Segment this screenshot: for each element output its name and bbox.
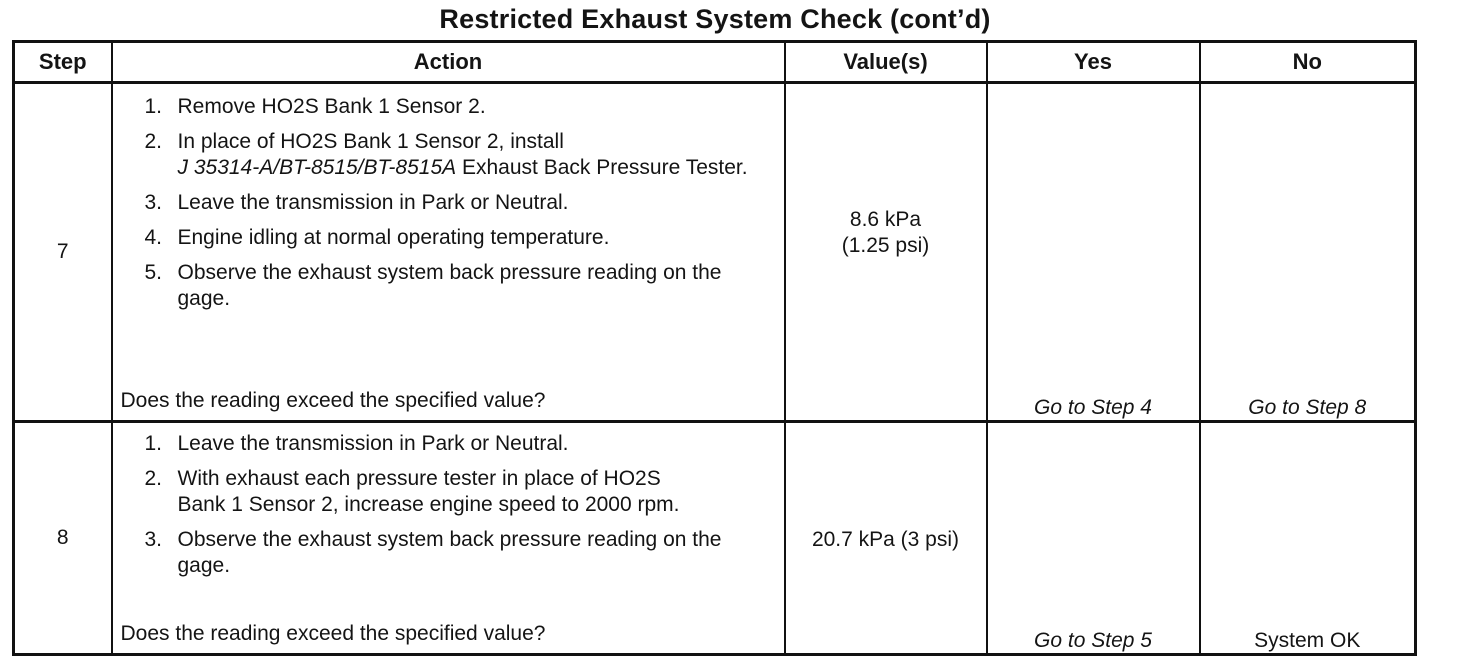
value-cell (785, 83, 987, 422)
list-item (113, 527, 784, 579)
action-list (113, 84, 784, 312)
action-question: Does the reading exceed the specified value? (120, 622, 546, 645)
value-psi: (1.25 psi) (841, 234, 930, 257)
list-item (113, 431, 784, 457)
item-text: Leave the transmission in Park or Neutral. (177, 432, 569, 455)
item-text: With exhaust each pressure tester in place of HO2S Bank 1 Sensor 2, increase engine speed to 2000 rpm. (177, 467, 680, 516)
item-number: 2. (144, 467, 163, 490)
diagnostic-table (12, 40, 1417, 656)
action-list (113, 423, 784, 579)
list-item (113, 466, 784, 518)
item-number: 3. (144, 528, 163, 551)
tool-number: J 35314-A/BT-8515/BT-8515A (177, 156, 457, 179)
header-step: Step (14, 42, 112, 83)
yes-outcome: Go to Step 5 (987, 422, 1200, 655)
list-item (113, 190, 784, 216)
item-number: 1. (144, 432, 163, 455)
table-row (14, 422, 1416, 655)
table-row (14, 83, 1416, 422)
no-outcome: Go to Step 8 (1200, 83, 1416, 422)
step-number: 8 (14, 422, 112, 655)
item-text: Exhaust Back Pressure Tester. (461, 156, 748, 179)
item-text: Remove HO2S Bank 1 Sensor 2. (177, 95, 486, 118)
step-number: 7 (14, 83, 112, 422)
item-text: Observe the exhaust system back pressure reading on the gage. (177, 528, 722, 577)
item-number: 2. (144, 130, 163, 153)
item-text: Observe the exhaust system back pressure reading on the gage. (177, 261, 722, 310)
item-text: Leave the transmission in Park or Neutral. (177, 191, 569, 214)
item-text: Engine idling at normal operating temperature. (177, 226, 610, 249)
item-number: 5. (144, 261, 163, 284)
item-number: 1. (144, 95, 163, 118)
list-item (113, 260, 784, 312)
no-outcome: System OK (1200, 422, 1416, 655)
header-yes: Yes (987, 42, 1200, 83)
list-item (113, 225, 784, 251)
header-action: Action (112, 42, 785, 83)
page-title: Restricted Exhaust System Check (cont’d) (439, 4, 991, 34)
table-header-row (14, 42, 1416, 83)
action-cell (112, 83, 785, 422)
header-values: Value(s) (785, 42, 987, 83)
item-text: In place of HO2S Bank 1 Sensor 2, install (177, 130, 564, 153)
list-item (113, 129, 784, 181)
header-no: No (1200, 42, 1416, 83)
action-question: Does the reading exceed the specified value? (120, 389, 546, 412)
list-item (113, 94, 784, 120)
yes-outcome: Go to Step 4 (987, 83, 1200, 422)
value-kpa: 8.6 kPa (849, 208, 922, 231)
item-number: 4. (144, 226, 163, 249)
action-cell (112, 422, 785, 655)
value-cell: 20.7 kPa (3 psi) (785, 422, 987, 655)
item-number: 3. (144, 191, 163, 214)
